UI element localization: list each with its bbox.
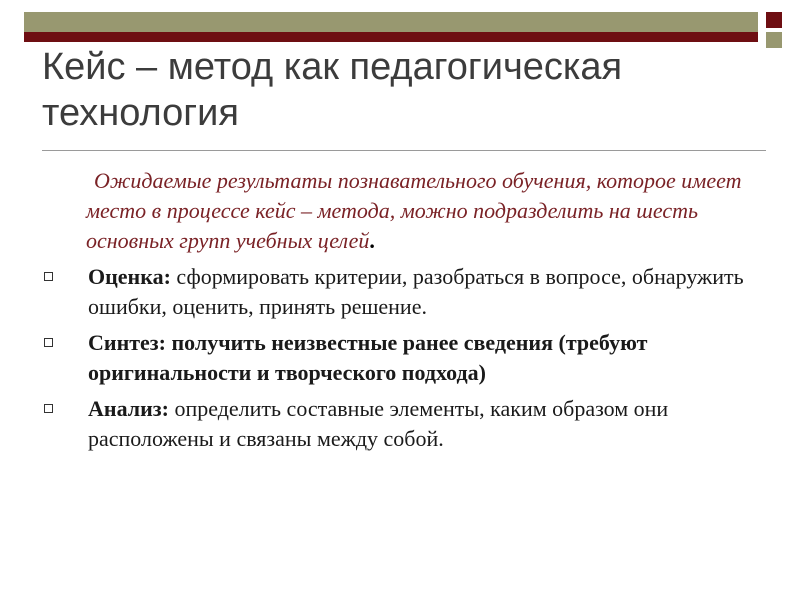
header-band-dark <box>24 32 758 42</box>
slide-title: Кейс – метод как педагогическая технология <box>42 46 623 134</box>
intro-period: . <box>369 228 375 253</box>
title-divider <box>42 150 766 151</box>
intro-text: Ожидаемые результаты познавательного обучения, которое имеет место в процессе кейс – метода, можно подразделить на шесть основных групп учебных целей <box>86 168 742 253</box>
item-text: определить составные элементы, каким образом они расположены и связаны между собой. <box>88 396 669 451</box>
item-term: Анализ: <box>88 396 169 421</box>
item-text: получить неизвестные ранее сведения (требуют оригинальности и творческого подхода) <box>88 330 648 385</box>
hollow-square-bullet-icon <box>44 404 53 413</box>
goals-list <box>42 262 762 460</box>
item-text: сформировать критерии, разобраться в вопросе, обнаружить ошибки, оценить, принять решение. <box>88 264 744 319</box>
list-item-synthesis <box>42 328 762 388</box>
list-item-analysis <box>42 394 762 454</box>
hollow-square-bullet-icon <box>44 272 53 281</box>
intro-paragraph <box>86 166 746 256</box>
corner-square-light <box>766 32 782 48</box>
corner-square-dark <box>766 12 782 28</box>
list-item-evaluation <box>42 262 762 322</box>
item-term: Синтез: <box>88 330 166 355</box>
hollow-square-bullet-icon <box>44 338 53 347</box>
item-term: Оценка: <box>88 264 171 289</box>
header-band-light <box>24 12 758 32</box>
